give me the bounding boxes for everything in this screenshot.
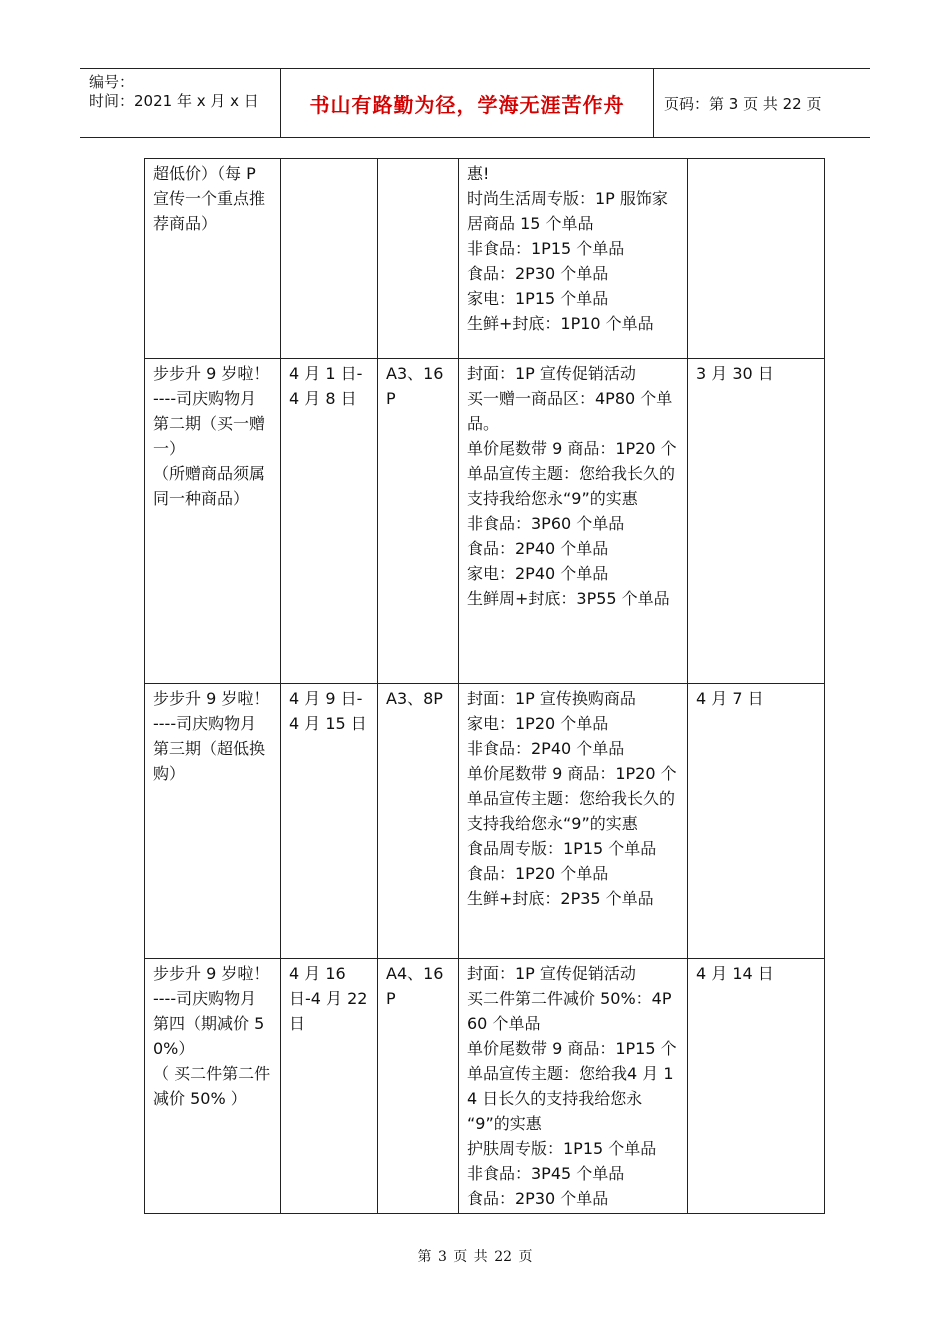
- theme-cell: 步步升 9 岁啦！----司庆购物月 第三期（超低换购）: [145, 684, 281, 959]
- theme-cell: 超低价）（每 P 宣传一个重点推荐商品）: [145, 159, 281, 359]
- date-cell: 3 月 30 日: [688, 359, 825, 684]
- date-cell: 4 月 14 日: [688, 959, 825, 1214]
- page-footer: 第 3 页 共 22 页: [417, 1249, 533, 1265]
- header-motto: 书山有路勤为径，学海无涯苦作舟: [281, 69, 654, 137]
- table-row: [145, 684, 825, 959]
- content-cell: 封面：1P 宣传换购商品 家电：1P20 个单品 非食品：2P40 个单品 单价尾数带 9 商品：1P20 个单品宣传主题：您给我长久的支持我给您永“9”的实惠 食品周专版：1P15 个单品 食品：1P20 个单品 生鲜+封底：2P35 个单品: [459, 684, 688, 959]
- format-cell: A3、16P: [378, 359, 459, 684]
- period-cell: 4 月 1 日-4 月 8 日: [281, 359, 378, 684]
- content-cell: 惠! 时尚生活周专版：1P 服饰家居商品 15 个单品 非食品：1P15 个单品 食品：2P30 个单品 家电：1P15 个单品 生鲜+封底：1P10 个单品: [459, 159, 688, 359]
- content-cell: 封面：1P 宣传促销活动 买二件第二件减价 50%：4P60 个单品 单价尾数带 9 商品：1P15 个单品宣传主题：您给我4 月 14 日长久的支持我给您永 “9”的实惠 护肤周专版：1P15 个单品 非食品：3P45 个单品 食品：2P30 个单品: [459, 959, 688, 1214]
- document-header: [80, 68, 870, 138]
- content-cell: 封面：1P 宣传促销活动 买一赠一商品区：4P80 个单品。 单价尾数带 9 商品：1P20 个单品宣传主题：您给我长久的支持我给您永“9”的实惠 非食品：3P60 个单品 食品：2P40 个单品 家电：2P40 个单品 生鲜周+封底：3P55 个单品: [459, 359, 688, 684]
- document-number-label: 编号：: [89, 73, 135, 91]
- format-cell: [378, 159, 459, 359]
- header-meta: [80, 69, 281, 137]
- period-cell: [281, 159, 378, 359]
- table-row: [145, 959, 825, 1214]
- period-cell: 4 月 9 日-4 月 15 日: [281, 684, 378, 959]
- header-page-info: 页码：第 3 页 共 22 页: [664, 94, 822, 113]
- table-row: [145, 359, 825, 684]
- date-cell: 4 月 7 日: [688, 684, 825, 959]
- format-cell: A4、16P: [378, 959, 459, 1214]
- date-cell: [688, 159, 825, 359]
- document-time-label: 时间：2021 年 x 月 x 日: [89, 92, 259, 110]
- promotion-schedule-table: [144, 158, 825, 1214]
- format-cell: A3、8P: [378, 684, 459, 959]
- theme-cell: 步步升 9 岁啦！----司庆购物月 第四（期减价 50%） （ 买二件第二件减价 50% ）: [145, 959, 281, 1214]
- theme-cell: 步步升 9 岁啦！----司庆购物月 第二期（买一赠一） （所赠商品须属同一种商品）: [145, 359, 281, 684]
- table-row: [145, 159, 825, 359]
- period-cell: 4 月 16 日-4 月 22 日: [281, 959, 378, 1214]
